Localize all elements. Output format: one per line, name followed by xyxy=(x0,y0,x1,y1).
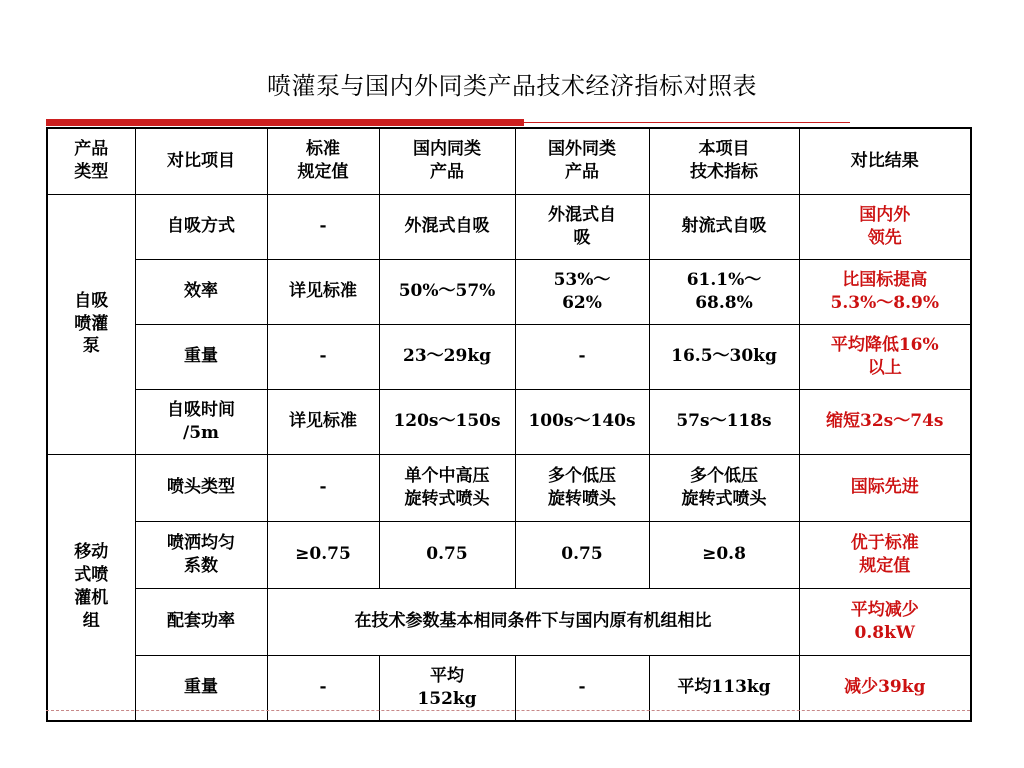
standard-cell: 详见标准 xyxy=(267,389,379,454)
table-row xyxy=(47,324,971,389)
table-row xyxy=(47,655,971,721)
result-cell: 国内外 领先 xyxy=(799,194,971,259)
page-title: 喷灌泵与国内外同类产品技术经济指标对照表 xyxy=(267,72,757,100)
foreign-cell: - xyxy=(515,324,649,389)
domestic-cell: 23～29kg xyxy=(379,324,515,389)
foreign-cell: - xyxy=(515,655,649,721)
header-result: 对比结果 xyxy=(799,128,971,194)
standard-cell: - xyxy=(267,655,379,721)
project-cell: 57s～118s xyxy=(649,389,799,454)
merged-note-cell: 在技术参数基本相同条件下与国内原有机组相比 xyxy=(267,588,799,655)
header-item: 对比项目 xyxy=(135,128,267,194)
foreign-cell: 100s～140s xyxy=(515,389,649,454)
table-row xyxy=(47,389,971,454)
foreign-cell: 多个低压 旋转喷头 xyxy=(515,454,649,521)
table-header-row xyxy=(47,128,971,194)
header-product-type: 产品 类型 xyxy=(47,128,135,194)
domestic-cell: 120s～150s xyxy=(379,389,515,454)
item-cell: 自吸时间 /5m xyxy=(135,389,267,454)
header-project: 本项目 技术指标 xyxy=(649,128,799,194)
table-row xyxy=(47,521,971,588)
project-cell: 61.1%～ 68.8% xyxy=(649,259,799,324)
standard-cell: - xyxy=(267,324,379,389)
header-standard: 标准 规定值 xyxy=(267,128,379,194)
table-row xyxy=(47,454,971,521)
result-cell: 平均降低16% 以上 xyxy=(799,324,971,389)
project-cell: 16.5～30kg xyxy=(649,324,799,389)
result-cell: 国际先进 xyxy=(799,454,971,521)
result-cell: 缩短32s～74s xyxy=(799,389,971,454)
domestic-cell: 50%～57% xyxy=(379,259,515,324)
item-cell: 重量 xyxy=(135,324,267,389)
foreign-cell: 53%～ 62% xyxy=(515,259,649,324)
standard-cell: - xyxy=(267,194,379,259)
header-foreign: 国外同类 产品 xyxy=(515,128,649,194)
project-cell: 多个低压 旋转式喷头 xyxy=(649,454,799,521)
domestic-cell: 平均 152kg xyxy=(379,655,515,721)
project-cell: 射流式自吸 xyxy=(649,194,799,259)
item-cell: 喷头类型 xyxy=(135,454,267,521)
result-cell: 优于标准 规定值 xyxy=(799,521,971,588)
product-type-cell: 移动 式喷 灌机 组 xyxy=(47,454,135,721)
foreign-cell: 0.75 xyxy=(515,521,649,588)
title-underline-thin-line xyxy=(524,122,850,123)
standard-cell: 详见标准 xyxy=(267,259,379,324)
domestic-cell: 单个中高压 旋转式喷头 xyxy=(379,454,515,521)
standard-cell: ≥0.75 xyxy=(267,521,379,588)
result-cell: 减少39kg xyxy=(799,655,971,721)
domestic-cell: 0.75 xyxy=(379,521,515,588)
header-domestic: 国内同类 产品 xyxy=(379,128,515,194)
footer-dashed-divider xyxy=(46,710,970,711)
item-cell: 自吸方式 xyxy=(135,194,267,259)
item-cell: 喷洒均匀 系数 xyxy=(135,521,267,588)
table-row xyxy=(47,194,971,259)
comparison-table xyxy=(46,127,972,722)
standard-cell: - xyxy=(267,454,379,521)
project-cell: 平均113kg xyxy=(649,655,799,721)
table-row xyxy=(47,259,971,324)
result-cell: 比国标提高 5.3%～8.9% xyxy=(799,259,971,324)
item-cell: 配套功率 xyxy=(135,588,267,655)
result-cell: 平均减少 0.8kW xyxy=(799,588,971,655)
item-cell: 重量 xyxy=(135,655,267,721)
foreign-cell: 外混式自 吸 xyxy=(515,194,649,259)
product-type-cell: 自吸 喷灌 泵 xyxy=(47,194,135,454)
domestic-cell: 外混式自吸 xyxy=(379,194,515,259)
table-row xyxy=(47,588,971,655)
title-underline-red-bar xyxy=(46,119,524,126)
item-cell: 效率 xyxy=(135,259,267,324)
project-cell: ≥0.8 xyxy=(649,521,799,588)
